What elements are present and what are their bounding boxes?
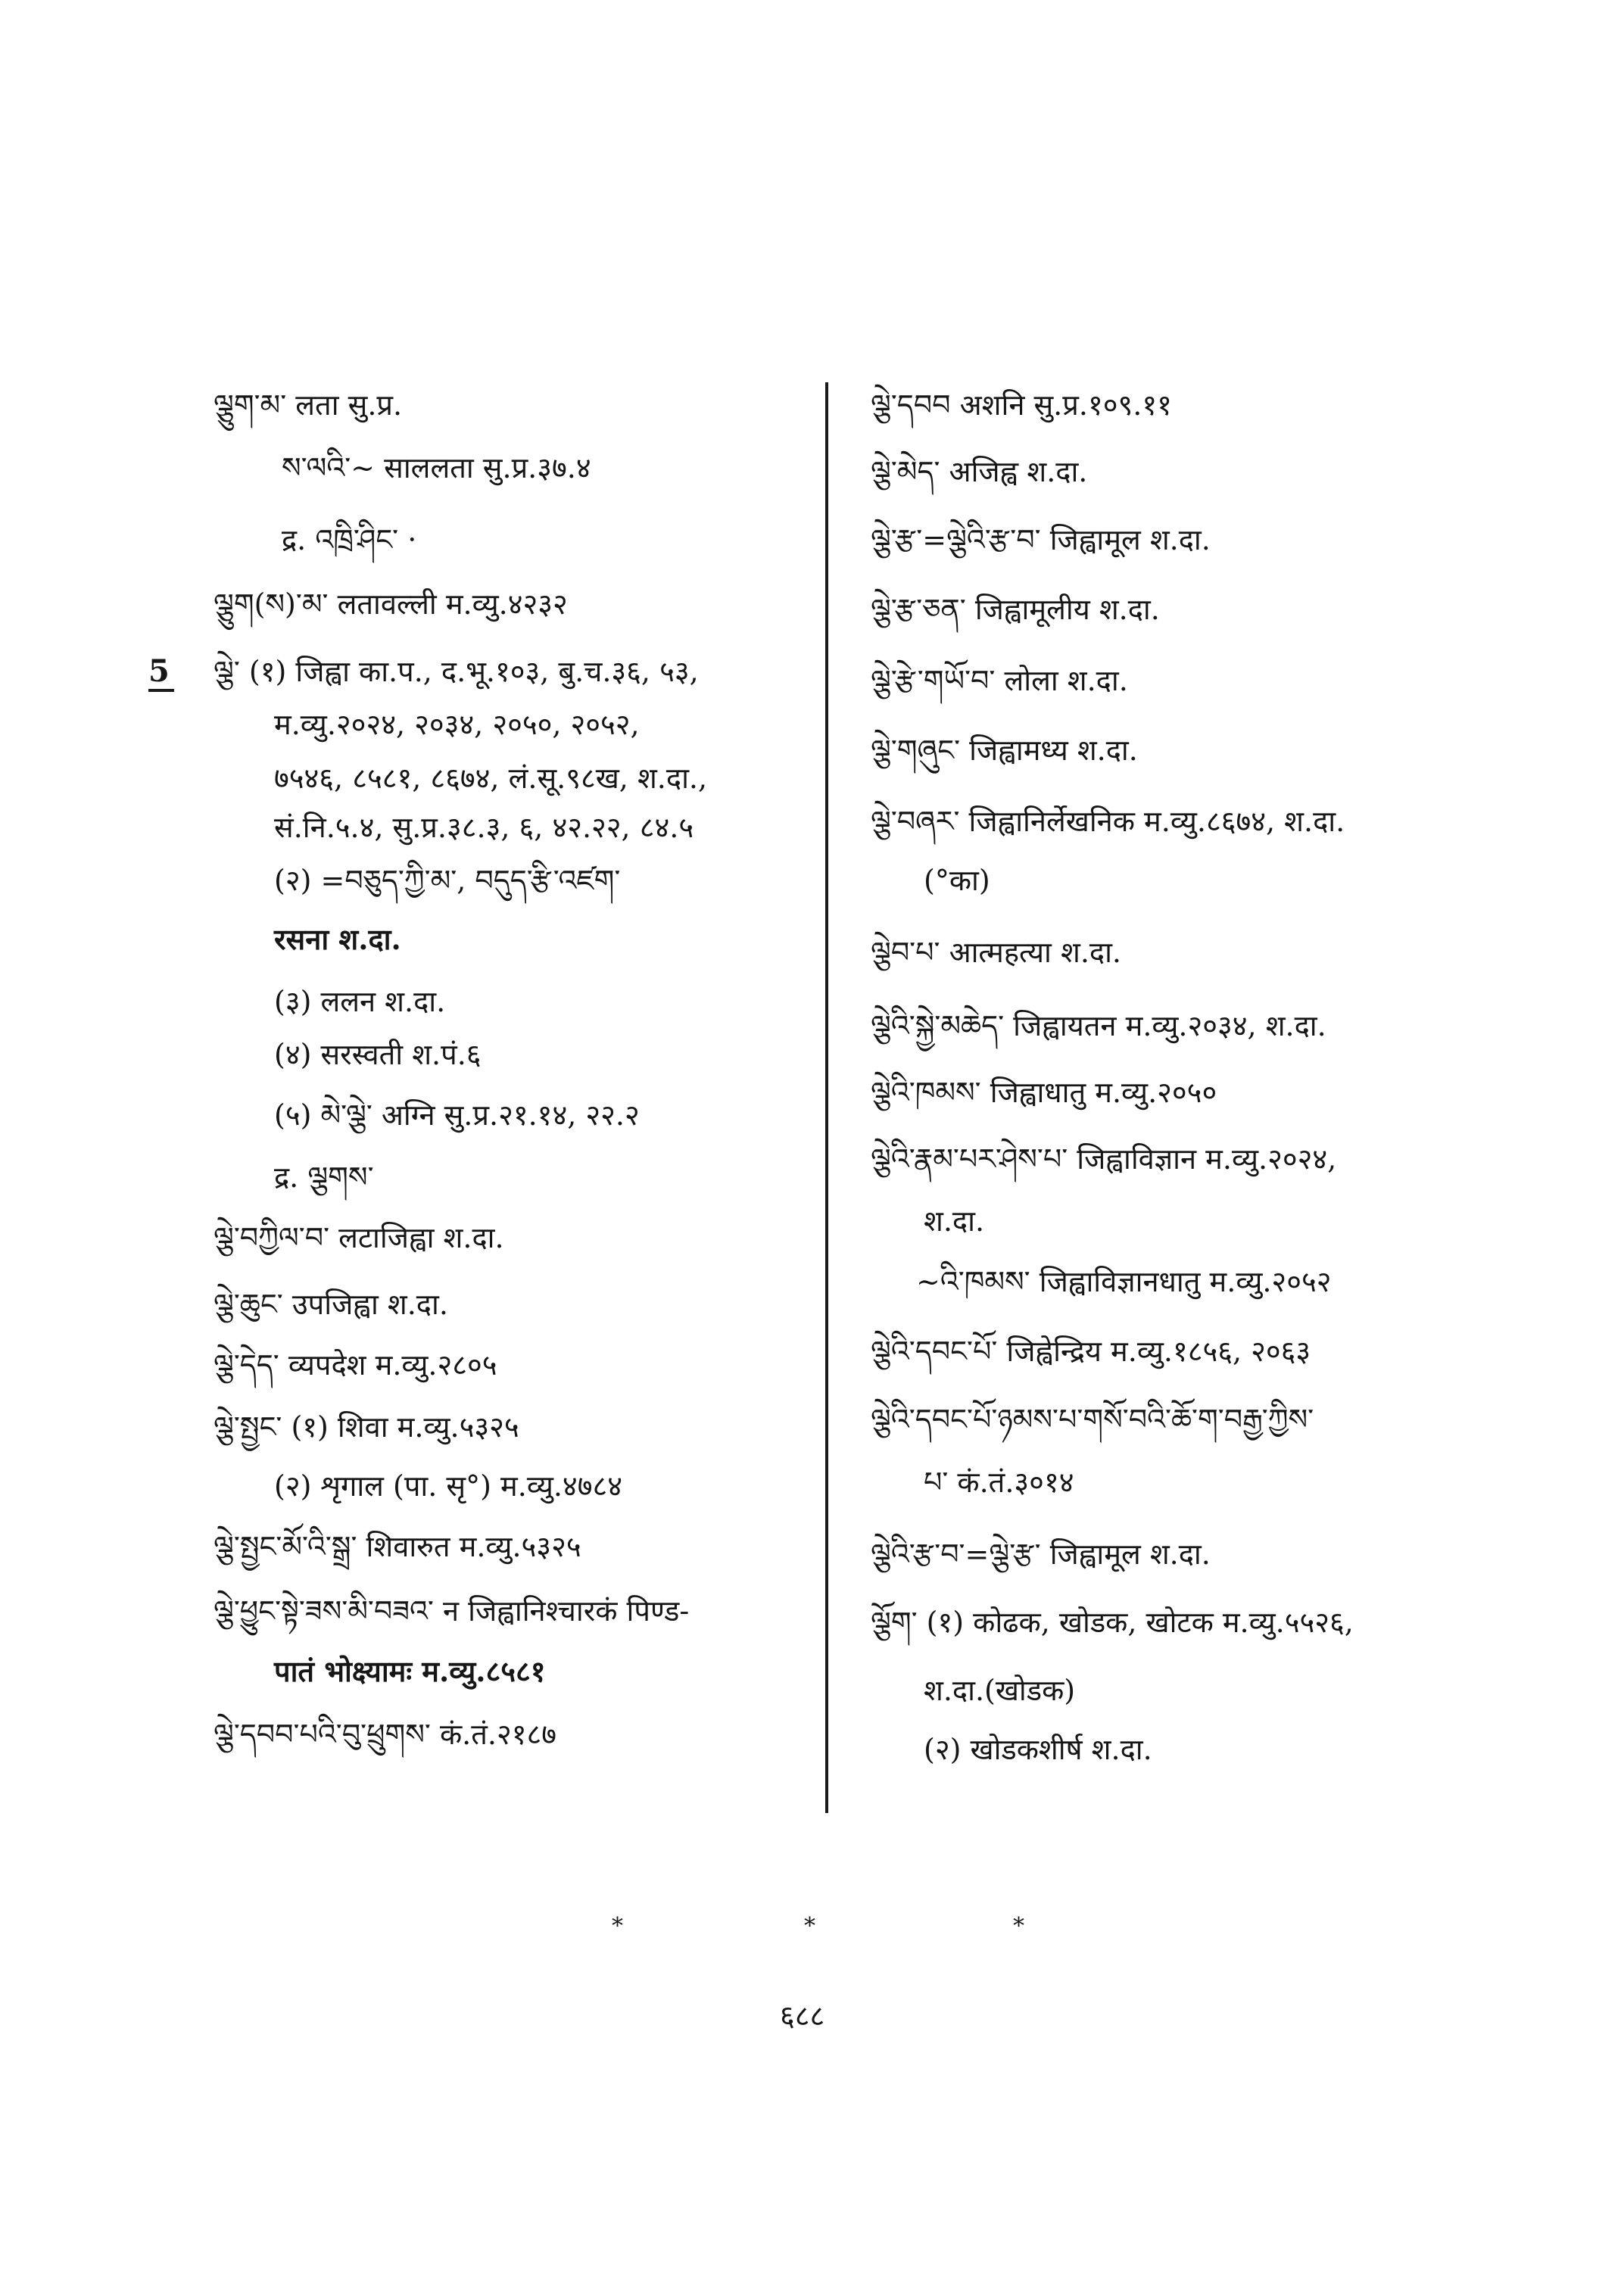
- entry-line: ལྕེ་སྤྱང་མོ་འི་སྒྲ་ शिवारुत म.व्यु.५३२५: [214, 1530, 581, 1563]
- entry-line: द्र. འཁྲི་ཤིང་ ·: [282, 523, 417, 556]
- entry-line: ལྕེའི་རྩ་བ་=ལྕེ་རྩ་ जिह्वामूल श.दा.: [871, 1537, 1211, 1571]
- entry-line: ལྕེ་གཞུང་ जिह्वामध्य श.दा.: [871, 734, 1138, 767]
- entry-line: (२) =བཅུད་ཀྱི་མ་, བདུད་རྩི་འཛག་: [274, 864, 621, 897]
- entry-line: ལྕུག(ས)་མ་ लतावल्ली म.व्यु.४२३२: [214, 587, 568, 621]
- entry-line: ལྕེ་རྩ་=ལྕེའི་རྩ་བ་ जिह्वामूल श.दा.: [871, 523, 1211, 556]
- entry-line: ལྕོག་ (१) कोढक, खोडक, खोटक म.व्यु.५५२६,: [871, 1606, 1354, 1639]
- entry-line: (°का): [924, 864, 990, 897]
- page-number: ६८८: [780, 1999, 825, 2033]
- entry-line: (२) खोडकशीर्ष श.दा.: [924, 1733, 1152, 1766]
- entry-line: ལྕེབ་པ་ आत्महत्या श.दा.: [871, 936, 1121, 969]
- entry-line: (५) མེ་ལྕེ་ अग्नि सु.प्र.२१.१४, २२.२: [274, 1098, 640, 1132]
- entry-line: सं.नि.५.४, सु.प्र.३८.३, ६, ४२.२२, ८४.५: [274, 811, 694, 844]
- entry-line: ལྕུག་མ་ लता सु.प्र.: [214, 388, 403, 422]
- entry-line: श.दा.: [924, 1204, 985, 1238]
- entry-line: ལྕེ་རྩ་ཅན་ जिह्वामूलीय श.दा.: [871, 593, 1160, 626]
- entry-line: ལྕེ་མེད་ अजिह्व श.दा.: [871, 455, 1088, 488]
- margin-mark: 5: [148, 654, 174, 692]
- entry-line: म.व्यु.२०२४, २०३४, २०५०, २०५२,: [274, 708, 640, 741]
- entry-line: श.दा.(खोडक): [924, 1674, 1076, 1707]
- entry-line: ལྕེ་ཕྱུང་སྟེ་ཟས་མི་བཟའ་ न जिह्वानिश्चारकं पिण्ड-: [214, 1594, 690, 1628]
- entry-line: ७५४६, ८५८१, ८६७४, लं.सू.९८ख, श.दा.,: [274, 762, 708, 795]
- separator-star: *: [1013, 1913, 1024, 1939]
- separator-star: *: [804, 1913, 815, 1939]
- entry-line: ལྕེ་རྩེ་གཡོ་བ་ लोला श.दा.: [871, 664, 1128, 697]
- entry-line: ལྕེའི་རྣམ་པར་ཤེས་པ་ जिह्वाविज्ञान म.व्यु.२०२४,: [871, 1142, 1337, 1176]
- entry-line: द्र. ལྕགས་: [274, 1161, 374, 1194]
- entry-line: ལྕེ་སྤྱང་ (१) शिवा म.व्यु.५३२५: [214, 1410, 519, 1444]
- entry-line: ལྕེ་ (१) जिह्वा का.प., द.भू.१०३, बु.च.३६, ५३,: [214, 655, 699, 688]
- entry-line: रसना श.दा.: [274, 922, 401, 956]
- entry-line: པ་ कं.तं.३०१४: [924, 1466, 1074, 1499]
- entry-line: ལྕེ་དབབ་པའི་བུ་ཕྲུགས་ कं.तं.२१८७: [214, 1718, 556, 1751]
- entry-line: ལྕེའི་ཁམས་ जिह्वाधातु म.व्यु.२०५०: [871, 1076, 1217, 1109]
- entry-line: (३) ललन श.दा.: [274, 985, 446, 1018]
- entry-line: ལྕེའི་དབང་པོ་ जिह्वेन्द्रिय म.व्यु.१८५६, २०६३: [871, 1335, 1311, 1368]
- entry-line: ལྕེ་བཞར་ जिह्वानिर्लेखनिक म.व्यु.८६७४, श.दा.: [871, 805, 1345, 838]
- entry-line: ས་ལའི་~ साललता सु.प्र.३७.४: [282, 451, 591, 484]
- entry-line: ལྕེ་ཆུང་ उपजिह्वा श.दा.: [214, 1288, 448, 1321]
- entry-line: ལྕེའི་དབང་པོ་ཉམས་པ་གསོ་བའི་ཆོ་ག་བརྒྱ་ཀྱིས་: [871, 1403, 1314, 1436]
- separator-star: *: [612, 1913, 623, 1939]
- entry-line: पातं भोक्ष्यामः म.व्यु.८५८१: [274, 1654, 546, 1688]
- entry-line: ལྕེ་དབབ अशनि सु.प्र.१०९.११: [871, 388, 1172, 422]
- entry-line: ~འི་ཁམས་ जिह्वाविज्ञानधातु म.व्यु.२०५२: [916, 1265, 1332, 1298]
- entry-line: (२) शृगाल (पा. सृ°) म.व्यु.४७८४: [274, 1469, 622, 1503]
- entry-line: ལྕེ་དེད་ व्यपदेश म.व्यु.२८०५: [214, 1348, 497, 1382]
- entry-line: (४) सरस्वती श.पं.६: [274, 1038, 482, 1071]
- entry-line: ལྕེ་བཀྱིལ་བ་ लटाजिह्वा श.दा.: [214, 1221, 504, 1254]
- entry-line: ལྕེའི་སྐྱེ་མཆེད་ जिह्वायतन म.व्यु.२०३४, श.दा.: [871, 1009, 1326, 1042]
- column-divider: [825, 382, 828, 1813]
